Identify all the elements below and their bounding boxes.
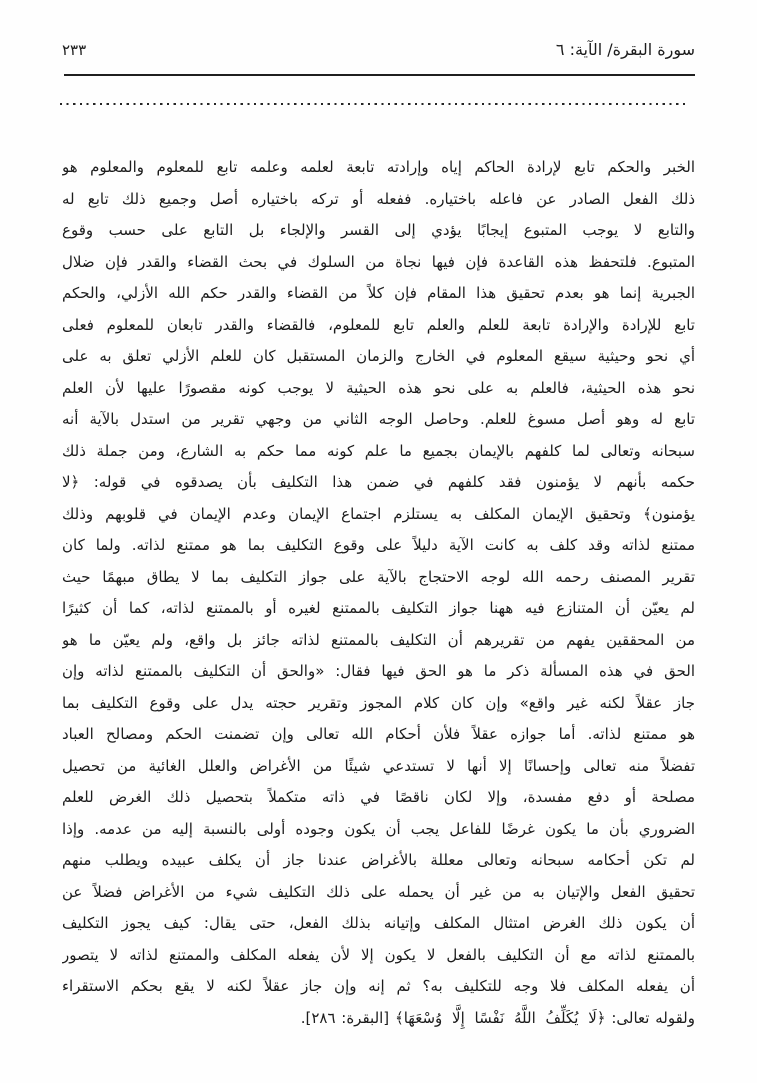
text-line: سبحانه وتعالى لما كلفهم بالإيمان بجميع ما علم كونه مما حكم به الشارع، ومن جملة ذلك [62, 441, 695, 460]
text-line: والتابع لا يوجب المتبوع إيجابًا يؤدي إلى القسر والإلجاء بل التابع على حسب وقوع [62, 221, 695, 239]
text-line: تفضلاً منه تعالى وإحسانًا إلا أنها لا تستدعي شيئًا من الأغراض والعلل الغائية من تحصيل [62, 756, 695, 775]
text-line: بالممتنع لذاته مع أن التكليف بالفعل لا يكون إلا لأن يفعله المكلف والممتنع لذاته لا يتصور [62, 945, 695, 964]
running-header [62, 40, 695, 59]
text-line: الخبر والحكم تابع لإرادة الحاكم إياه وإرادته تابعة لعلمه وعلمه تابع للمعلوم والمعلوم هو [62, 158, 695, 176]
text-line: المتبوع. فلتحفظ هذه القاعدة فإن فيها نجاة من السلوك في بحث القضاء والقدر فإن ضلال [62, 252, 695, 271]
text-line: أي نحو وحيثية سيقع المعلوم في الخارج والزمان المستقبل كان للعلم الأزلي تعلق به على [62, 347, 695, 365]
text-line: مصلحة أو دفع مفسدة، وإلا لكان ناقصًا في ذاته متكملاً بتحصيل ذلك الغرض للعلم [62, 788, 695, 806]
quran-verse: ﴿لَا يُكَلِّفُ اللَّهُ نَفْسًا إِلَّا وُسْعَهَا﴾ [394, 1008, 606, 1027]
verse-reference: [البقرة: ٢٨٦]. [300, 1008, 395, 1027]
header-rule [64, 74, 695, 76]
text-line: تحقيق الفعل والإتيان به من غير أن يحمله على ذلك التكليف شيء من الأغراض فضلاً عن [62, 882, 695, 901]
text-line: أن يكون ذلك الغرض امتثال المكلف وإتيانه بذلك الفعل، حتى يقال: كيف يجوز التكليف [62, 914, 695, 932]
text-line: أن يفعله المكلف فلا وجه للتكليف به؟ ثم إنه وإن جاز عقلاً لكنه لا يقع بحكم الاستقراء [62, 977, 695, 995]
text-line: تابع له وهو أصل مسوغ للعلم. وحاصل الوجه الثاني من وجهي تقرير من استدل بالآية أنه [62, 410, 695, 428]
text-line: من المحققين يفهم من تقريرهم أن التكليف بالممتنع لذاته جائز بل واقع، ولم يعيّن ما هو [62, 630, 695, 649]
text-line: ذلك الفعل الصادر عن فاعله باختياره. ففعله أو تركه باختياره أصل وجميع ذلك تابع له [62, 189, 695, 208]
text-line: الجبرية إنما هو بعدم تحقيق هذا المقام فإن كلاً من القضاء والقدر حكم الله الأزلي، والحكم [62, 284, 695, 302]
text-line: نحو هذه الحيثية، فالعلم به على نحو هذه الحيثية لا يوجب كونه مقصورًا عليها لأن العلم [62, 378, 695, 397]
text-line: يؤمنون﴾ وتحقيق الإيمان المكلف به يستلزم اجتماع الإيمان وعدم الإيمان في قلوبهم وذلك [62, 504, 695, 523]
text-line: لم تكن أحكامه سبحانه وتعالى معللة بالأغراض عندنا جاز أن يكلف عبيده ويطلب منهم [62, 851, 695, 869]
page-number: ٢٣٣ [62, 41, 87, 59]
text-line: تقرير المصنف رحمه الله لوجه الاحتجاج بالآية على جواز التكليف بما لا يطاق مبهمًا حيث [62, 567, 695, 586]
body-text-block [62, 152, 695, 1034]
closing-line [62, 1003, 695, 1035]
text-line: الضروري بأن ما يكون غرضًا للفاعل يجب أن يكون وجوده أولى بالنسبة إليه من عدمه. وإذا [62, 819, 695, 838]
text-line: ممتنع لذاته وقد كلف به كانت الآية دليلاً على وقوع التكليف بما هو ممتنع لذاته. ولما كان [62, 536, 695, 554]
text-line: الحق في هذه المسألة ذكر ما هو الحق فيها فقال: «والحق أن التكليف بالممتنع لذاته وإن [62, 662, 695, 680]
closing-line-prefix: ولقوله تعالى: [605, 1008, 695, 1027]
ellipsis-dots-separator [60, 103, 685, 105]
text-line: هو ممتنع لذاته. أما جوازه عقلاً فلأن أحكام الله تعالى وإن تضمنت الحكم ومصالح العباد [62, 725, 695, 743]
text-line: حكمه بأنهم لا يؤمنون فقد كلفهم في ضمن هذا التكليف بأن يصدقوه في قوله: ﴿لا [62, 473, 695, 491]
text-line: تابع للإرادة والإرادة تابعة للعلم والعلم تابع للمعلوم، فالقضاء والقدر تابعان للمعلوم فعلى [62, 315, 695, 334]
text-line: جاز عقلاً لكنه غير واقع» وإن كان كلام المجوز وتقرير حجته يدل على وقوع التكليف بما [62, 693, 695, 712]
text-line: لم يعيّن أن المتنازع فيه ههنا جواز التكليف بالممتنع لغيره أو بالممتنع لذاته، كما أن كثيرًا [62, 599, 695, 617]
chapter-title: سورة البقرة/ الآية: ٦ [555, 40, 695, 59]
